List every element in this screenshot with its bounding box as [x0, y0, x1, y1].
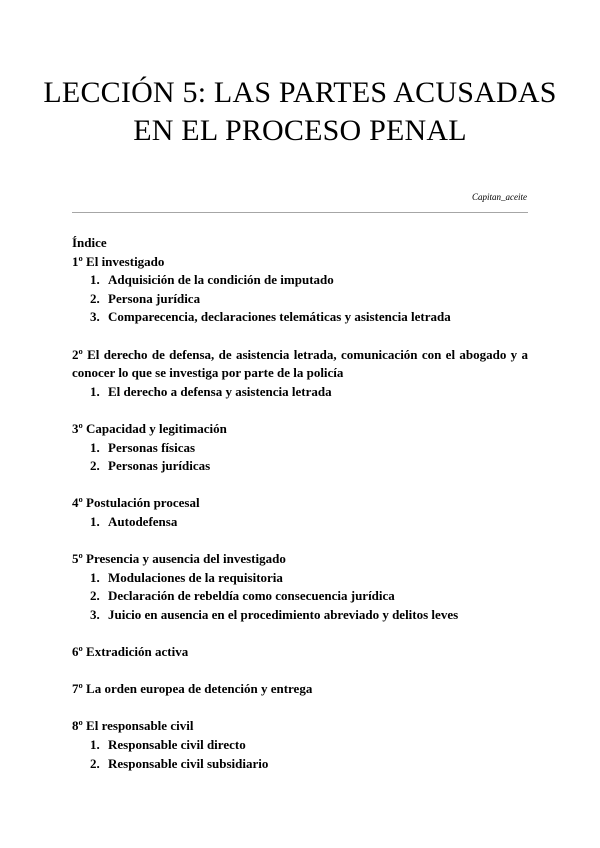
list-item [72, 271, 528, 290]
list-item-label: Adquisición de la condición de imputado [108, 272, 334, 288]
list-item [72, 606, 528, 625]
list-item [72, 513, 528, 532]
list-item-number: 3. [90, 309, 100, 325]
index-section [72, 494, 528, 531]
section-title: 2º El derecho de defensa, de asistencia letrada, comunicación con el abogado y a conocer lo que se investiga por parte de la policía [72, 346, 528, 381]
list-item-number: 1. [90, 569, 100, 585]
index-section [72, 680, 528, 699]
author-name: Capitan_aceite [472, 192, 527, 202]
list-item-number: 2. [90, 290, 100, 306]
list-item [72, 736, 528, 755]
section-title: 1º El investigado [72, 253, 165, 269]
list-item-number: 2. [90, 588, 100, 604]
list-item-number: 2. [90, 458, 100, 474]
index-section [72, 346, 528, 402]
page-title: LECCIÓN 5: LAS PARTES ACUSADAS EN EL PROCESO PENAL [43, 76, 557, 147]
list-item [72, 755, 528, 774]
section-title: 7º La orden europea de detención y entrega [72, 681, 313, 697]
list-item-label: El derecho a defensa y asistencia letrada [108, 383, 332, 399]
list-item-number: 1. [90, 272, 100, 288]
section-item-list [72, 513, 528, 532]
table-of-contents [72, 234, 528, 773]
section-title: 3º Capacidad y legitimación [72, 420, 227, 436]
list-item-label: Responsable civil directo [108, 737, 246, 753]
list-item [72, 308, 528, 327]
index-section [72, 420, 528, 476]
section-item-list [72, 439, 528, 476]
list-item-label: Autodefensa [108, 513, 178, 529]
header-divider [72, 212, 528, 213]
section-item-list [72, 383, 528, 402]
list-item-label: Comparecencia, declaraciones telemáticas y asistencia letrada [108, 309, 451, 325]
list-item-number: 3. [90, 606, 100, 622]
list-item-label: Responsable civil subsidiario [108, 755, 269, 771]
list-item [72, 569, 528, 588]
list-item-label: Personas físicas [108, 439, 196, 455]
index-section [72, 717, 528, 773]
list-item [72, 383, 528, 402]
list-item-number: 1. [90, 513, 100, 529]
section-item-list [72, 569, 528, 625]
list-item-number: 1. [90, 439, 100, 455]
section-title: 4º Postulación procesal [72, 495, 200, 511]
list-item [72, 290, 528, 309]
index-section [72, 253, 528, 327]
index-section [72, 550, 528, 624]
section-item-list [72, 736, 528, 773]
list-item-label: Juicio en ausencia en el procedimiento abreviado y delitos leves [108, 606, 459, 622]
section-title: 6º Extradición activa [72, 644, 189, 660]
list-item-number: 2. [90, 755, 100, 771]
section-title: 5º Presencia y ausencia del investigado [72, 551, 286, 567]
list-item-label: Personas jurídicas [108, 458, 211, 474]
list-item [72, 439, 528, 458]
list-item-label: Modulaciones de la requisitoria [108, 569, 283, 585]
list-item-label: Persona jurídica [108, 290, 201, 306]
list-item-number: 1. [90, 383, 100, 399]
list-item [72, 587, 528, 606]
list-item-label: Declaración de rebeldía como consecuencia jurídica [108, 588, 395, 604]
list-item-number: 1. [90, 737, 100, 753]
index-section [72, 643, 528, 662]
section-item-list [72, 271, 528, 327]
section-title: 8º El responsable civil [72, 718, 194, 734]
list-item [72, 457, 528, 476]
index-heading: Índice [72, 235, 107, 250]
index-sections [72, 253, 528, 774]
